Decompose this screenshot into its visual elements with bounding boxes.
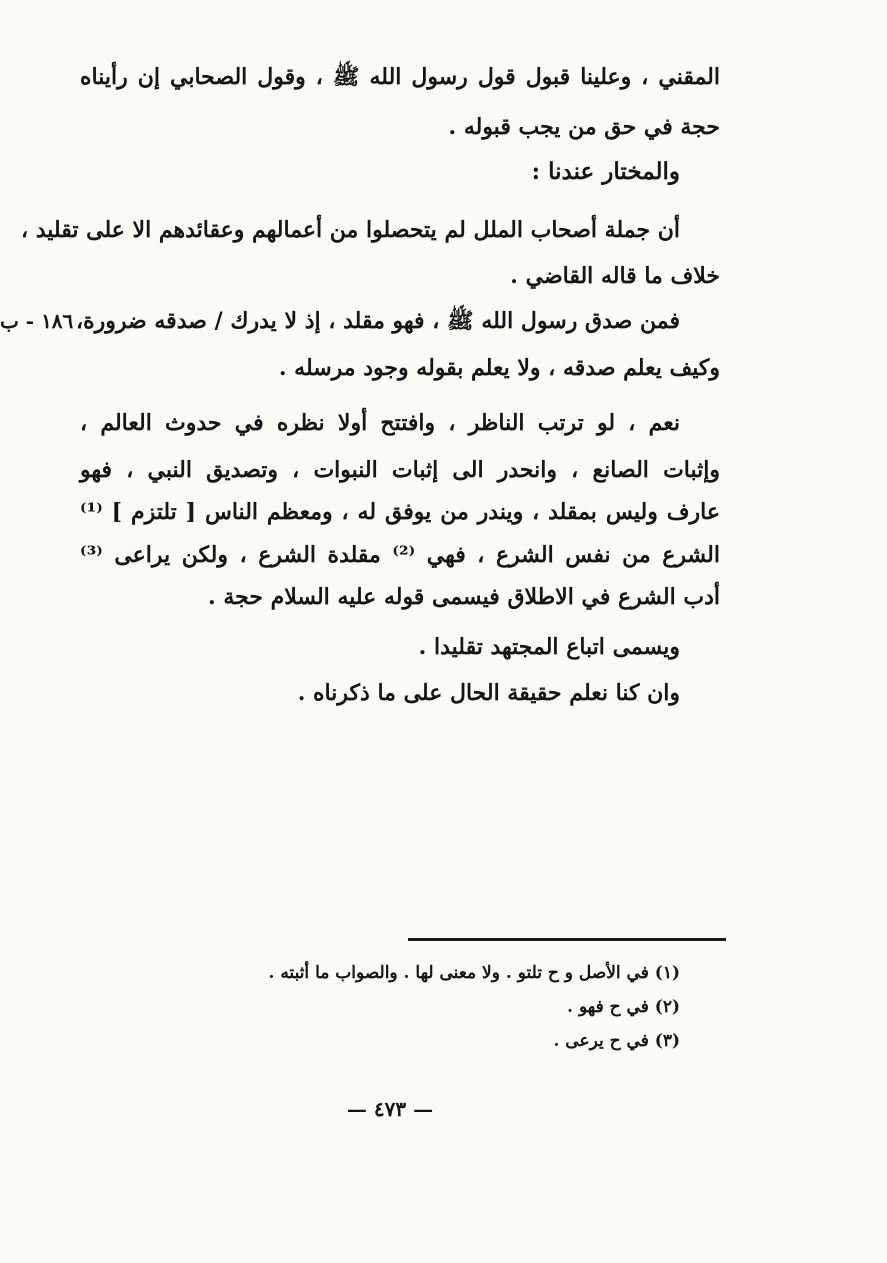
page-number: — ٤٧٣ — <box>346 1097 434 1121</box>
paragraph-4-line-1: نعم ، لو ترتب الناظر ، وافتتح أولا نظره في حدوث العالم ، <box>80 410 680 436</box>
footnote-1: (١) في الأصل و ح تلتو . ولا معنى لها . والصواب ما أثبته . <box>268 963 680 983</box>
paragraph-4-line-5: أدب الشرع في الاطلاق فيسمى قوله عليه السلام حجة . <box>208 584 720 610</box>
footnote-3: (٣) في ح يرعى . <box>553 1031 680 1051</box>
paragraph-3-line-1: فمن صدق رسول الله ﷺ ، فهو مقلد ، إذ لا يدرك / صدقه ضرورة، <box>76 308 680 334</box>
paragraph-2-line-2: خلاف ما قاله القاضي . <box>510 263 720 289</box>
paragraph-1-line-1: المقني ، وعلينا قبول قول رسول الله ﷺ ، وقول الصحابي إن رأيناه <box>80 64 720 90</box>
footnote-2: (٢) في ح فهو . <box>567 997 680 1017</box>
paragraph-4-line-3: عارف وليس بمقلد ، ويندر من يوفق له ، ومعظم الناس [ تلتزم ] ⁽¹⁾ <box>80 499 720 525</box>
paragraph-5: ويسمى اتباع المجتهد تقليدا . <box>418 634 680 660</box>
marginal-folio-reference: ١٨٦ - ب <box>0 309 74 333</box>
paragraph-3-line-2: وكيف يعلم صدقه ، ولا يعلم بقوله وجود مرسله . <box>278 355 720 381</box>
footnote-separator <box>408 938 726 941</box>
paragraph-4-line-2: وإثبات الصانع ، وانحدر الى إثبات النبوات ، وتصديق النبي ، فهو <box>80 457 720 483</box>
section-heading: والمختار عندنا : <box>531 158 680 185</box>
paragraph-1-line-2: حجة في حق من يجب قبوله . <box>448 114 720 140</box>
paragraph-6: وان كنا نعلم حقيقة الحال على ما ذكرناه . <box>297 680 680 706</box>
paragraph-4-line-4: الشرع من نفس الشرع ، فهي ⁽²⁾ مقلدة الشرع ، ولكن يراعى ⁽³⁾ <box>80 542 720 568</box>
paragraph-2-line-1: أن جملة أصحاب الملل لم يتحصلوا من أعمالهم وعقائدهم الا على تقليد ، <box>20 217 680 243</box>
